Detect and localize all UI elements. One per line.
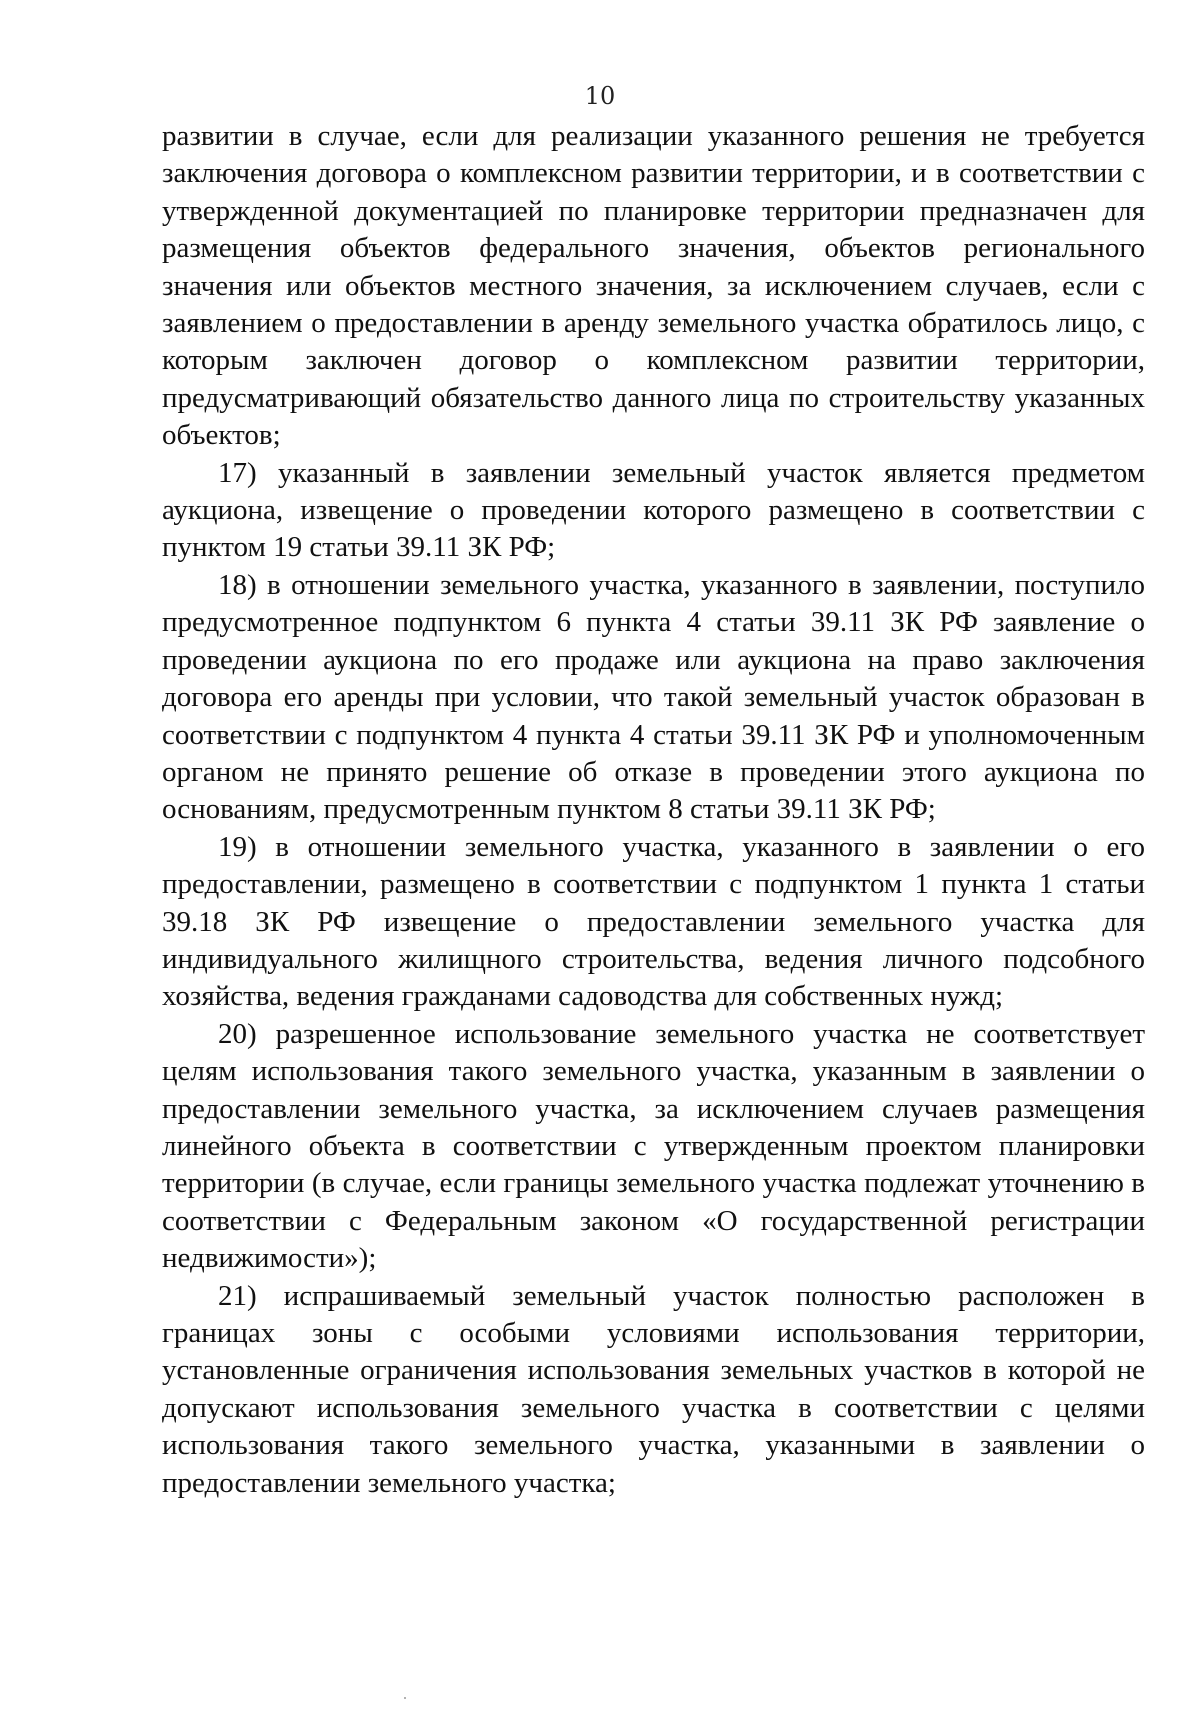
paragraph-item-21: 21) испрашиваемый земельный участок полностью расположен в границах зоны с особыми условиями использования территории, установленные ограничения использования земельных участков в которой не допускают использования земельного участка в соответствии с целями использования такого земельного участка, указанными в заявлении о предоставлении земельного участка; xyxy=(162,1279,1145,1499)
paragraph-item-17: 17) указанный в заявлении земельный участок является предметом аукциона, извещение о проведении которого размещено в соответствии с пунктом 19 статьи 39.11 ЗК РФ; xyxy=(162,456,1145,564)
scan-speck xyxy=(404,1697,406,1699)
paragraph-item-18: 18) в отношении земельного участка, указанного в заявлении, поступило предусмотренное подпунктом 6 пункта 4 статьи 39.11 ЗК РФ заявление о проведении аукциона по его продаже или аукциона на право заключения договора его аренды при условии, что такой земельный участок образован в соответствии с подпунктом 4 пункта 4 статьи 39.11 ЗК РФ и уполномоченным органом не принято решение об отказе в проведении этого аукциона по основаниям, предусмотренным пунктом 8 статьи 39.11 ЗК РФ; xyxy=(162,568,1145,826)
page-number: 10 xyxy=(584,82,616,110)
paragraph-continuation: развитии в случае, если для реализации указанного решения не требуется заключения договора о комплексном развитии территории, и в соответствии с утвержденной документацией по планировке территории предназначен для размещения объектов федерального значения, объектов регионального значения или объектов местного значения, за исключением случаев, если с заявлением о предоставлении в аренду земельного участка обратилось лицо, с которым заключен договор о комплексном развитии территории, предусматривающий обязательство данного лица по строительству указанных объектов; xyxy=(162,120,1145,452)
paragraph-item-20: 20) разрешенное использование земельного участка не соответствует целям использования такого земельного участка, указанным в заявлении о предоставлении земельного участка, за исключением случаев размещения линейного объекта в соответствии с утвержденным проектом планировки территории (в случае, если границы земельного участка подлежат уточнению в соответствии с Федеральным законом «О государственной регистрации недвижимости»); xyxy=(162,1017,1145,1275)
document-body xyxy=(162,118,1145,1502)
paragraph-item-19: 19) в отношении земельного участка, указанного в заявлении о его предоставлении, размещено в соответствии с подпунктом 1 пункта 1 статьи 39.18 ЗК РФ извещение о предоставлении земельного участка для индивидуального жилищного строительства, ведения личного подсобного хозяйства, ведения гражданами садоводства для собственных нужд; xyxy=(162,830,1145,1013)
